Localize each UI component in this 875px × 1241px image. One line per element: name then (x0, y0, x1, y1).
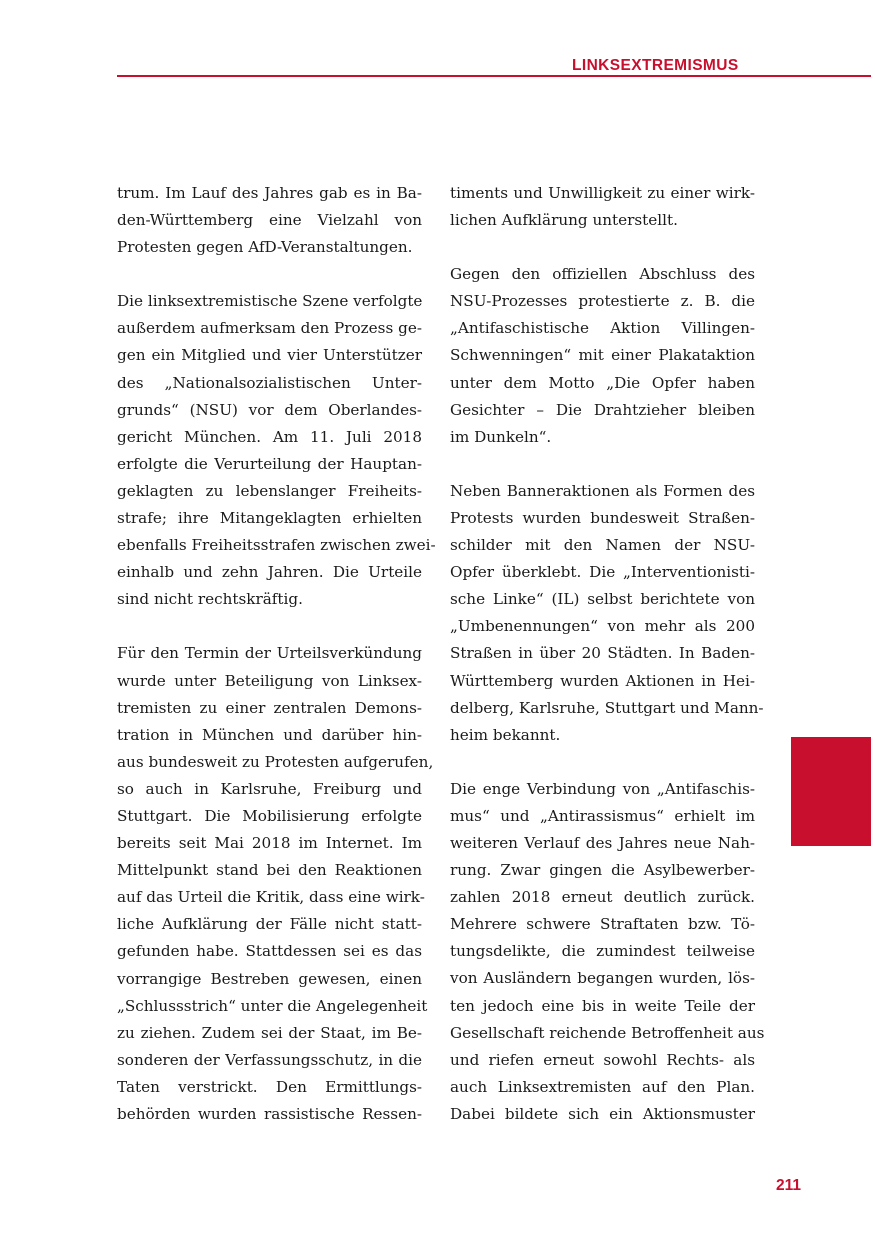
text-line: erfolgte die Verurteilung der Hauptan- (117, 454, 422, 473)
running-header: LINKSEXTREMISMUS (572, 57, 739, 74)
text-line: gericht München. Am 11. Juli 2018 (117, 427, 422, 446)
text-line: sind nicht rechtskräftig. (117, 590, 303, 609)
text-line: zu ziehen. Zudem sei der Staat, im Be- (117, 1023, 422, 1042)
text-line: strafe; ihre Mitangeklagten erhielten (117, 509, 422, 528)
text-line: von Ausländern begangen wurden, lös- (450, 969, 755, 988)
text-line: „Antifaschistische Aktion Villingen- (450, 319, 755, 338)
paragraph (450, 776, 765, 1128)
paragraph (450, 261, 755, 451)
text-line: wurde unter Beteiligung von Linksex- (117, 671, 422, 690)
text-line: Opfer überklebt. Die „Interventionisti- (450, 563, 755, 582)
text-line: gen ein Mitglied und vier Unterstützer (117, 346, 422, 365)
text-line: Die linksextremistische Szene verfolgte (117, 292, 423, 311)
text-line: Schwenningen“ mit einer Plakataktion (450, 346, 755, 365)
text-line: tremisten zu einer zentralen Demons- (117, 698, 422, 717)
text-line: „Umbenennungen“ von mehr als 200 (450, 617, 755, 636)
text-line: Stuttgart. Die Mobilisierung erfolgte (117, 806, 422, 825)
right-column (450, 180, 765, 1128)
text-line: geklagten zu lebenslanger Freiheits- (117, 481, 422, 500)
text-line: unter dem Motto „Die Opfer haben (450, 373, 755, 392)
text-line: Für den Termin der Urteilsverkündung (117, 644, 422, 663)
chapter-thumb-tab (791, 737, 871, 846)
text-line: Protests wurden bundesweit Straßen- (450, 508, 755, 527)
paragraph (450, 180, 755, 234)
paragraph (117, 288, 436, 613)
text-line: mus“ und „Antirassismus“ erhielt im (450, 806, 755, 825)
paragraph (117, 180, 422, 261)
text-line: den-Württemberg eine Vielzahl von (117, 211, 422, 230)
text-line: weiteren Verlauf des Jahres neue Nah- (450, 833, 755, 852)
text-line: delberg, Karlsruhe, Stuttgart und Mann- (450, 698, 764, 717)
text-line: Taten verstrickt. Den Ermittlungs- (117, 1077, 422, 1096)
text-line: ebenfalls Freiheitsstrafen zwischen zwei- (117, 536, 436, 555)
text-line: heim bekannt. (450, 725, 561, 744)
text-line: sonderen der Verfassungsschutz, in die (117, 1050, 422, 1069)
text-line: schilder mit den Namen der NSU- (450, 536, 755, 555)
text-line: Dabei bildete sich ein Aktionsmuster (450, 1104, 755, 1123)
header-rule (117, 75, 871, 77)
paragraph-gap (117, 613, 422, 640)
text-line: trum. Im Lauf des Jahres gab es in Ba- (117, 184, 422, 202)
paragraph-gap (117, 261, 422, 288)
paragraph-gap (450, 749, 755, 776)
text-line: behörden wurden rassistische Ressen- (117, 1105, 422, 1123)
text-line: Straßen in über 20 Städten. In Baden- (450, 644, 755, 663)
text-line: timents und Unwilligkeit zu einer wirk- (450, 184, 755, 202)
paragraph (450, 478, 764, 749)
text-line: außerdem aufmerksam den Prozess ge- (117, 319, 422, 338)
paragraph (117, 640, 434, 1128)
text-line: zahlen 2018 erneut deutlich zurück. (450, 888, 755, 907)
text-line: rung. Zwar gingen die Asylbewerber- (450, 861, 755, 880)
text-line: bereits seit Mai 2018 im Internet. Im (117, 834, 422, 853)
text-line: auf das Urteil die Kritik, dass eine wirk- (117, 888, 425, 907)
text-line: tungsdelikte, die zumindest teilweise (450, 942, 755, 961)
text-line: Die enge Verbindung von „Antifaschis- (450, 779, 755, 798)
page-number: 211 (776, 1177, 802, 1194)
text-line: und riefen erneut sowohl Rechts- als (450, 1050, 755, 1069)
text-line: Gegen den offiziellen Abschluss des (450, 265, 755, 284)
text-line: des „Nationalsozialistischen Unter- (117, 373, 422, 392)
text-line: Gesellschaft reichende Betroffenheit aus (450, 1023, 765, 1042)
text-line: „Schlussstrich“ unter die Angelegenheit (117, 996, 428, 1015)
text-line: vorrangige Bestreben gewesen, einen (117, 969, 422, 988)
text-line: Protesten gegen AfD-Veranstaltungen. (117, 238, 413, 257)
text-line: im Dunkeln“. (450, 427, 552, 446)
text-line: Württemberg wurden Aktionen in Hei- (450, 671, 755, 690)
text-line: auch Linksextremisten auf den Plan. (450, 1077, 755, 1096)
text-line: Mehrere schwere Straftaten bzw. Tö- (450, 915, 755, 934)
text-line: NSU-Prozesses protestierte z. B. die (450, 292, 755, 311)
text-line: gefunden habe. Stattdessen sei es das (117, 942, 422, 961)
text-line: grunds“ (NSU) vor dem Oberlandes- (117, 400, 422, 419)
text-line: tration in München und darüber hin- (117, 725, 422, 744)
paragraph-gap (450, 451, 755, 478)
left-column (117, 180, 436, 1128)
text-line: Gesichter – Die Drahtzieher bleiben (450, 400, 755, 419)
text-line: sche Linke“ (IL) selbst berichtete von (450, 590, 755, 609)
text-line: Mittelpunkt stand bei den Reaktionen (117, 861, 422, 880)
text-line: einhalb und zehn Jahren. Die Urteile (117, 563, 422, 582)
text-line: Neben Banneraktionen als Formen des (450, 481, 755, 500)
paragraph-gap (450, 234, 755, 261)
text-line: aus bundesweit zu Protesten aufgerufen, (117, 752, 434, 771)
text-line: liche Aufklärung der Fälle nicht statt- (117, 915, 422, 934)
text-line: so auch in Karlsruhe, Freiburg und (117, 779, 422, 798)
text-line: lichen Aufklärung unterstellt. (450, 211, 678, 230)
text-line: ten jedoch eine bis in weite Teile der (450, 996, 755, 1015)
